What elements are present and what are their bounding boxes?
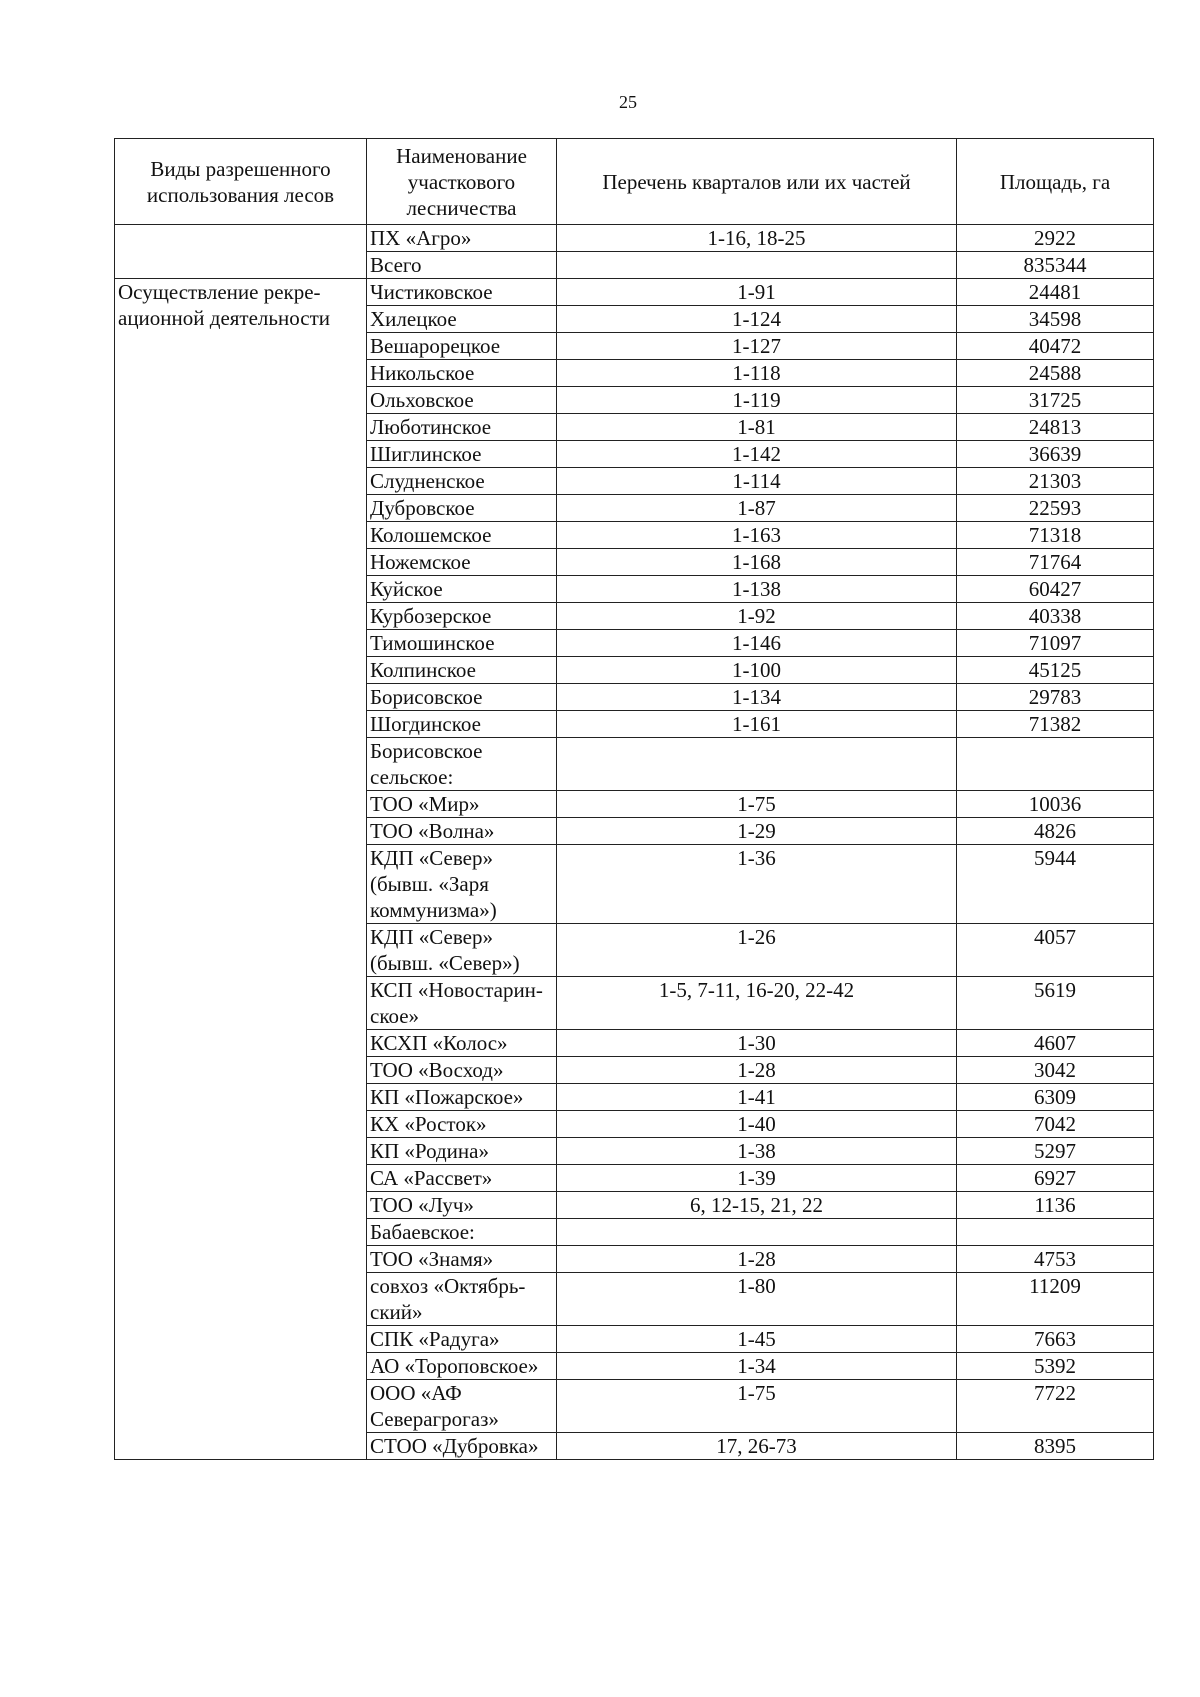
area-cell — [957, 1219, 1154, 1246]
quarters-cell: 1-124 — [557, 306, 957, 333]
forestry-name-cell: АО «Тороповское» — [367, 1353, 557, 1380]
area-cell: 40472 — [957, 333, 1154, 360]
forestry-name-cell: Чистиковское — [367, 279, 557, 306]
forestry-name-cell: КДП «Север» (бывш. «Заря коммунизма») — [367, 845, 557, 924]
area-cell: 5297 — [957, 1138, 1154, 1165]
area-cell: 24588 — [957, 360, 1154, 387]
quarters-cell: 1-163 — [557, 522, 957, 549]
forestry-name-cell: КДП «Север» (бывш. «Север») — [367, 924, 557, 977]
quarters-cell — [557, 1219, 957, 1246]
forestry-name-cell: ТОО «Луч» — [367, 1192, 557, 1219]
table-body — [115, 225, 1154, 1460]
quarters-cell: 1-161 — [557, 711, 957, 738]
quarters-cell: 1-26 — [557, 924, 957, 977]
forestry-name-cell: СА «Рассвет» — [367, 1165, 557, 1192]
forestry-name-cell: совхоз «Октябрь-ский» — [367, 1273, 557, 1326]
usage-kind-cell: Осуществление рекре-ационной деятельности — [115, 279, 367, 1460]
area-cell: 60427 — [957, 576, 1154, 603]
forestry-name-cell: ТОО «Восход» — [367, 1057, 557, 1084]
quarters-cell — [557, 738, 957, 791]
forestry-name-cell: ТОО «Волна» — [367, 818, 557, 845]
forestry-name-cell: КСХП «Колос» — [367, 1030, 557, 1057]
forestry-name-cell: СТОО «Дубровка» — [367, 1433, 557, 1460]
quarters-cell: 1-75 — [557, 1380, 957, 1433]
quarters-cell: 1-36 — [557, 845, 957, 924]
area-cell: 71764 — [957, 549, 1154, 576]
forestry-name-cell: Вешарорецкое — [367, 333, 557, 360]
forestry-name-cell: Никольское — [367, 360, 557, 387]
area-cell: 7722 — [957, 1380, 1154, 1433]
quarters-cell: 1-75 — [557, 791, 957, 818]
quarters-cell: 1-39 — [557, 1165, 957, 1192]
forestry-name-cell: Шиглинское — [367, 441, 557, 468]
area-cell: 71382 — [957, 711, 1154, 738]
area-cell: 21303 — [957, 468, 1154, 495]
forestry-name-cell: Курбозерское — [367, 603, 557, 630]
quarters-cell: 1-87 — [557, 495, 957, 522]
quarters-cell: 1-38 — [557, 1138, 957, 1165]
forest-use-table — [114, 138, 1154, 1460]
quarters-cell: 1-16, 18-25 — [557, 225, 957, 252]
area-cell: 3042 — [957, 1057, 1154, 1084]
quarters-cell: 1-29 — [557, 818, 957, 845]
forestry-name-cell: Всего — [367, 252, 557, 279]
area-cell — [957, 738, 1154, 791]
area-cell: 6309 — [957, 1084, 1154, 1111]
table-row — [115, 279, 1154, 306]
forestry-name-cell: Тимошинское — [367, 630, 557, 657]
area-cell: 71318 — [957, 522, 1154, 549]
quarters-cell: 1-34 — [557, 1353, 957, 1380]
area-cell: 24813 — [957, 414, 1154, 441]
table-row — [115, 225, 1154, 252]
area-cell: 7042 — [957, 1111, 1154, 1138]
area-cell: 36639 — [957, 441, 1154, 468]
quarters-cell: 1-114 — [557, 468, 957, 495]
quarters-cell: 6, 12-15, 21, 22 — [557, 1192, 957, 1219]
quarters-cell: 1-146 — [557, 630, 957, 657]
forestry-name-cell: Ножемское — [367, 549, 557, 576]
area-cell: 24481 — [957, 279, 1154, 306]
quarters-cell — [557, 252, 957, 279]
forestry-name-cell: Люботинское — [367, 414, 557, 441]
quarters-cell: 1-28 — [557, 1057, 957, 1084]
header-forestry-name: Наименование участкового лесничества — [367, 139, 557, 225]
forestry-name-cell: Шогдинское — [367, 711, 557, 738]
quarters-cell: 1-30 — [557, 1030, 957, 1057]
area-cell: 7663 — [957, 1326, 1154, 1353]
quarters-cell: 1-91 — [557, 279, 957, 306]
quarters-cell: 1-28 — [557, 1246, 957, 1273]
header-usage-kind: Виды разрешенного использования лесов — [115, 139, 367, 225]
quarters-cell: 1-92 — [557, 603, 957, 630]
forestry-name-cell: КХ «Росток» — [367, 1111, 557, 1138]
table-header-row — [115, 139, 1154, 225]
area-cell: 6927 — [957, 1165, 1154, 1192]
forestry-name-cell: ТОО «Знамя» — [367, 1246, 557, 1273]
forestry-name-cell: Борисовское сельское: — [367, 738, 557, 791]
area-cell: 11209 — [957, 1273, 1154, 1326]
area-cell: 71097 — [957, 630, 1154, 657]
quarters-cell: 1-80 — [557, 1273, 957, 1326]
forestry-name-cell: Колпинское — [367, 657, 557, 684]
area-cell: 31725 — [957, 387, 1154, 414]
quarters-cell: 1-45 — [557, 1326, 957, 1353]
area-cell: 45125 — [957, 657, 1154, 684]
forestry-name-cell: Куйское — [367, 576, 557, 603]
area-cell: 22593 — [957, 495, 1154, 522]
quarters-cell: 1-134 — [557, 684, 957, 711]
area-cell: 835344 — [957, 252, 1154, 279]
forestry-name-cell: КСП «Новостарин-ское» — [367, 977, 557, 1030]
forestry-name-cell: ПХ «Агро» — [367, 225, 557, 252]
header-quarters-list: Перечень кварталов или их частей — [557, 139, 957, 225]
page-number: 25 — [619, 92, 637, 112]
quarters-cell: 1-142 — [557, 441, 957, 468]
quarters-cell: 1-127 — [557, 333, 957, 360]
area-cell: 5392 — [957, 1353, 1154, 1380]
quarters-cell: 1-138 — [557, 576, 957, 603]
area-cell: 10036 — [957, 791, 1154, 818]
area-cell: 1136 — [957, 1192, 1154, 1219]
forestry-name-cell: ТОО «Мир» — [367, 791, 557, 818]
quarters-cell: 1-40 — [557, 1111, 957, 1138]
area-cell: 40338 — [957, 603, 1154, 630]
header-area: Площадь, га — [957, 139, 1154, 225]
forestry-name-cell: КП «Родина» — [367, 1138, 557, 1165]
usage-kind-cell-empty — [115, 225, 367, 279]
quarters-cell: 1-118 — [557, 360, 957, 387]
quarters-cell: 1-81 — [557, 414, 957, 441]
area-cell: 4826 — [957, 818, 1154, 845]
forestry-name-cell: Борисовское — [367, 684, 557, 711]
area-cell: 4057 — [957, 924, 1154, 977]
forestry-name-cell: КП «Пожарское» — [367, 1084, 557, 1111]
forestry-name-cell: Ольховское — [367, 387, 557, 414]
area-cell: 8395 — [957, 1433, 1154, 1460]
quarters-cell: 1-119 — [557, 387, 957, 414]
quarters-cell: 1-168 — [557, 549, 957, 576]
area-cell: 34598 — [957, 306, 1154, 333]
forestry-name-cell: Хилецкое — [367, 306, 557, 333]
quarters-cell: 1-100 — [557, 657, 957, 684]
area-cell: 29783 — [957, 684, 1154, 711]
quarters-cell: 1-41 — [557, 1084, 957, 1111]
quarters-cell: 1-5, 7-11, 16-20, 22-42 — [557, 977, 957, 1030]
area-cell: 2922 — [957, 225, 1154, 252]
forestry-name-cell: Колошемское — [367, 522, 557, 549]
area-cell: 5944 — [957, 845, 1154, 924]
forestry-name-cell: Дубровское — [367, 495, 557, 522]
forestry-name-cell: ООО «АФ Северагрогаз» — [367, 1380, 557, 1433]
area-cell: 4607 — [957, 1030, 1154, 1057]
forestry-name-cell: Бабаевское: — [367, 1219, 557, 1246]
area-cell: 4753 — [957, 1246, 1154, 1273]
quarters-cell: 17, 26-73 — [557, 1433, 957, 1460]
forestry-name-cell: СПК «Радуга» — [367, 1326, 557, 1353]
forestry-name-cell: Слудненское — [367, 468, 557, 495]
area-cell: 5619 — [957, 977, 1154, 1030]
